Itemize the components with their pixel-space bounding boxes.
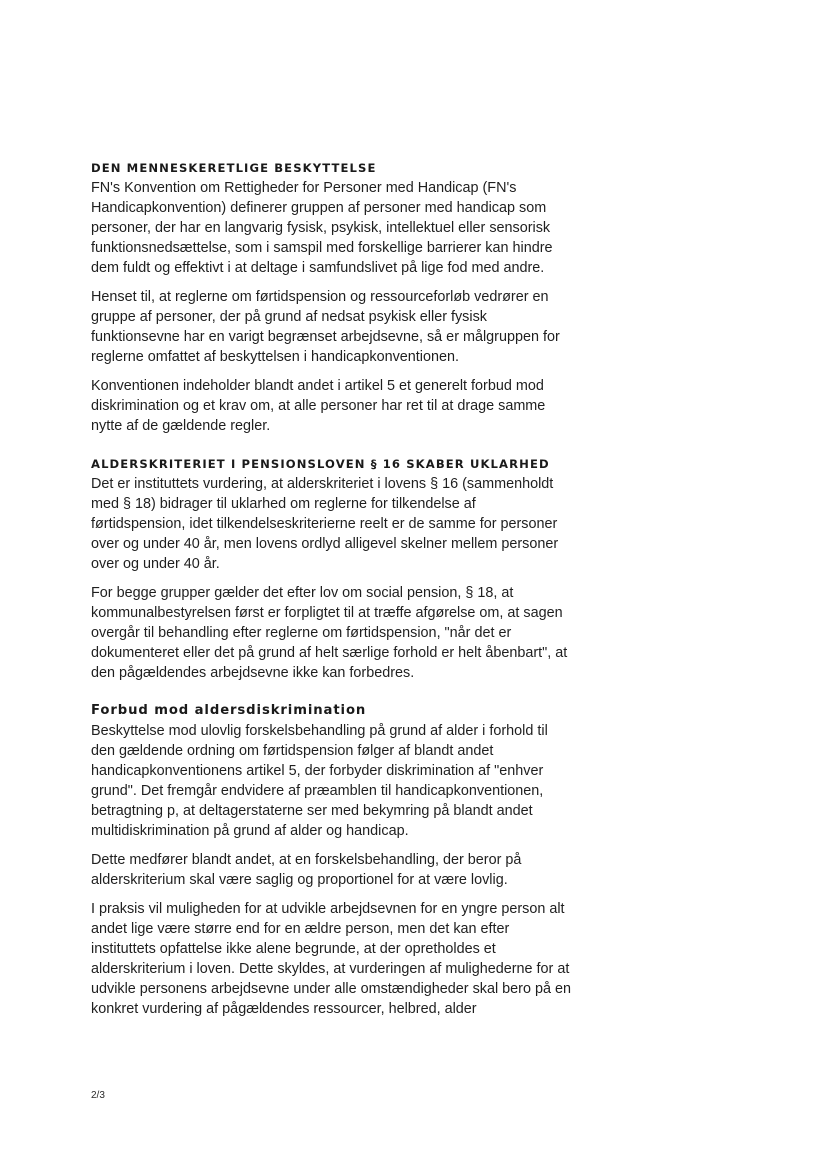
paragraph: Dette medfører blandt andet, at en forskelsbehandling, der beror på alderskriterium skal være saglig og proportionel for at være lovlig. — [91, 852, 522, 888]
paragraph: I praksis vil muligheden for at udvikle arbejdsevnen for en yngre person alt andet lige være større end for en ældre person, men det kan efter instituttets opfattelse ikke alene begrunde, at der opretholdes et alderskriterium i loven. Dette skyldes, at vurderingen af mulighederne for at udvikle personens arbejdsevne under alle omstændigheder skal bero på en konkret vurdering af pågældendes ressourcer, helbred, alder — [91, 901, 571, 1017]
paragraph: Det er instituttets vurdering, at alderskriteriet i lovens § 16 (sammenholdt med § 18) bidrager til uklarhed om reglerne for tilkendelse af førtidspension, idet tilkendelseskriterierne reelt er de samme for personer over og under 40 år, men lovens ordlyd alligevel skelner mellem personer over og under 40 år. — [91, 476, 559, 572]
paragraph: Beskyttelse mod ulovlig forskelsbehandling på grund af alder i forhold til den gældende ordning om førtidspension følger af blandt andet handicapkonventionens artikel 5, der forbyder diskrimination af "enhver grund". Det fremgår endvidere af præamblen til handicapkonventionen, betragtning p, at deltagerstaterne ser med bekymring på blandt andet multidiskrimination på grund af alder og handicap. — [91, 723, 548, 839]
section-heading: DEN MENNESKERETLIGE BESKYTTELSE — [91, 161, 377, 175]
section-age-criterion — [91, 454, 571, 683]
paragraph: FN's Konvention om Rettigheder for Personer med Handicap (FN's Handicapkonvention) definerer gruppen af personer med handicap som personer, der har en langvarig fysisk, psykisk, intellektuel eller sensorisk funktionsnedsættelse, som i samspil med forskellige barrierer kan hindre dem fuldt og effektivt i at deltage i samfundslivet på lige fod med andre. — [91, 180, 553, 276]
section-heading: ALDERSKRITERIET I PENSIONSLOVEN § 16 SKABER UKLARHED — [91, 457, 550, 471]
paragraph: For begge grupper gælder det efter lov om social pension, § 18, at kommunalbestyrelsen først er forpligtet til at træffe afgørelse om, at sagen overgår til behandling efter reglerne om førtidspension, "når det er dokumenteret eller det på grund af helt særlige forhold er helt åbenbart", at den pågældendes arbejdsevne ikke kan forbedres. — [91, 585, 568, 681]
section-heading: Forbud mod aldersdiskrimination — [91, 703, 367, 718]
document-body — [91, 158, 571, 1037]
page-number: 2/3 — [91, 1090, 105, 1101]
paragraph: Konventionen indeholder blandt andet i artikel 5 et generelt forbud mod diskrimination og et krav om, at alle personer har ret til at drage samme nytte af de gældende regler. — [91, 378, 546, 434]
section-human-rights — [91, 158, 571, 436]
paragraph: Henset til, at reglerne om førtidspension og ressourceforløb vedrører en gruppe af personer, der på grund af nedsat psykisk eller fysisk funktionsevne har en varigt begrænset arbejdsevne, så er målgruppen for reglerne omfattet af beskyttelsen i handicapkonventionen. — [91, 289, 560, 365]
section-age-discrimination — [91, 701, 571, 1019]
